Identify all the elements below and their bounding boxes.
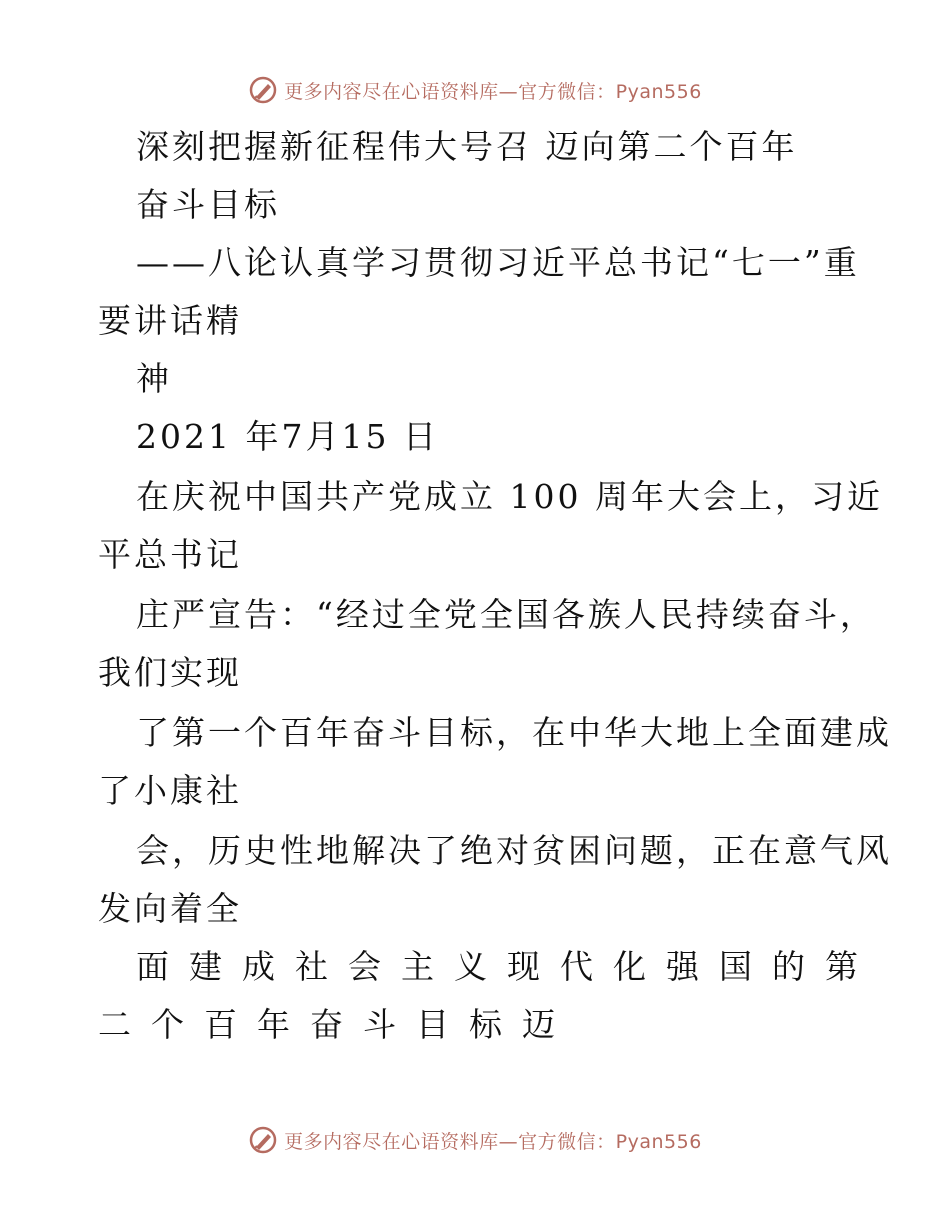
body-line: 我们实现 xyxy=(98,653,242,692)
watermark-header xyxy=(0,70,950,110)
body-line: 二个百年奋斗目标迈 xyxy=(98,1005,575,1044)
body-line: 发向着全 xyxy=(98,889,242,928)
body-line: 庄严宣告：“经过全党全国各族人民持续奋斗， xyxy=(136,595,876,634)
body-line: 会，历史性地解决了绝对贫困问题，正在意气风 xyxy=(136,831,892,870)
body-line: 了小康社 xyxy=(98,771,242,810)
date-line: 2021 年7月15 日 xyxy=(136,417,439,456)
pen-logo-icon xyxy=(248,1125,278,1155)
watermark-text: 更多内容尽在心语资料库—官方微信：Pyan556 xyxy=(284,1130,702,1153)
pen-logo-icon xyxy=(248,75,278,105)
body-line: 了第一个百年奋斗目标，在中华大地上全面建成 xyxy=(136,713,892,752)
title-line-2: 奋斗目标 xyxy=(136,185,280,224)
watermark-footer xyxy=(0,1120,950,1160)
body-line: 在庆祝中国共产党成立 100 周年大会上，习近 xyxy=(136,477,883,516)
watermark-text: 更多内容尽在心语资料库—官方微信：Pyan556 xyxy=(284,80,702,103)
body-line: 面建成社会主义现代化强国的第 xyxy=(136,947,878,986)
title-line-1: 深刻把握新征程伟大号召 迈向第二个百年 xyxy=(136,127,798,166)
subtitle-line-2: 要讲话精 xyxy=(98,301,242,340)
subtitle-line-1: ——八论认真学习贯彻习近平总书记“七一”重 xyxy=(136,243,860,282)
subtitle-line-3: 神 xyxy=(136,359,172,398)
body-line: 平总书记 xyxy=(98,535,242,574)
